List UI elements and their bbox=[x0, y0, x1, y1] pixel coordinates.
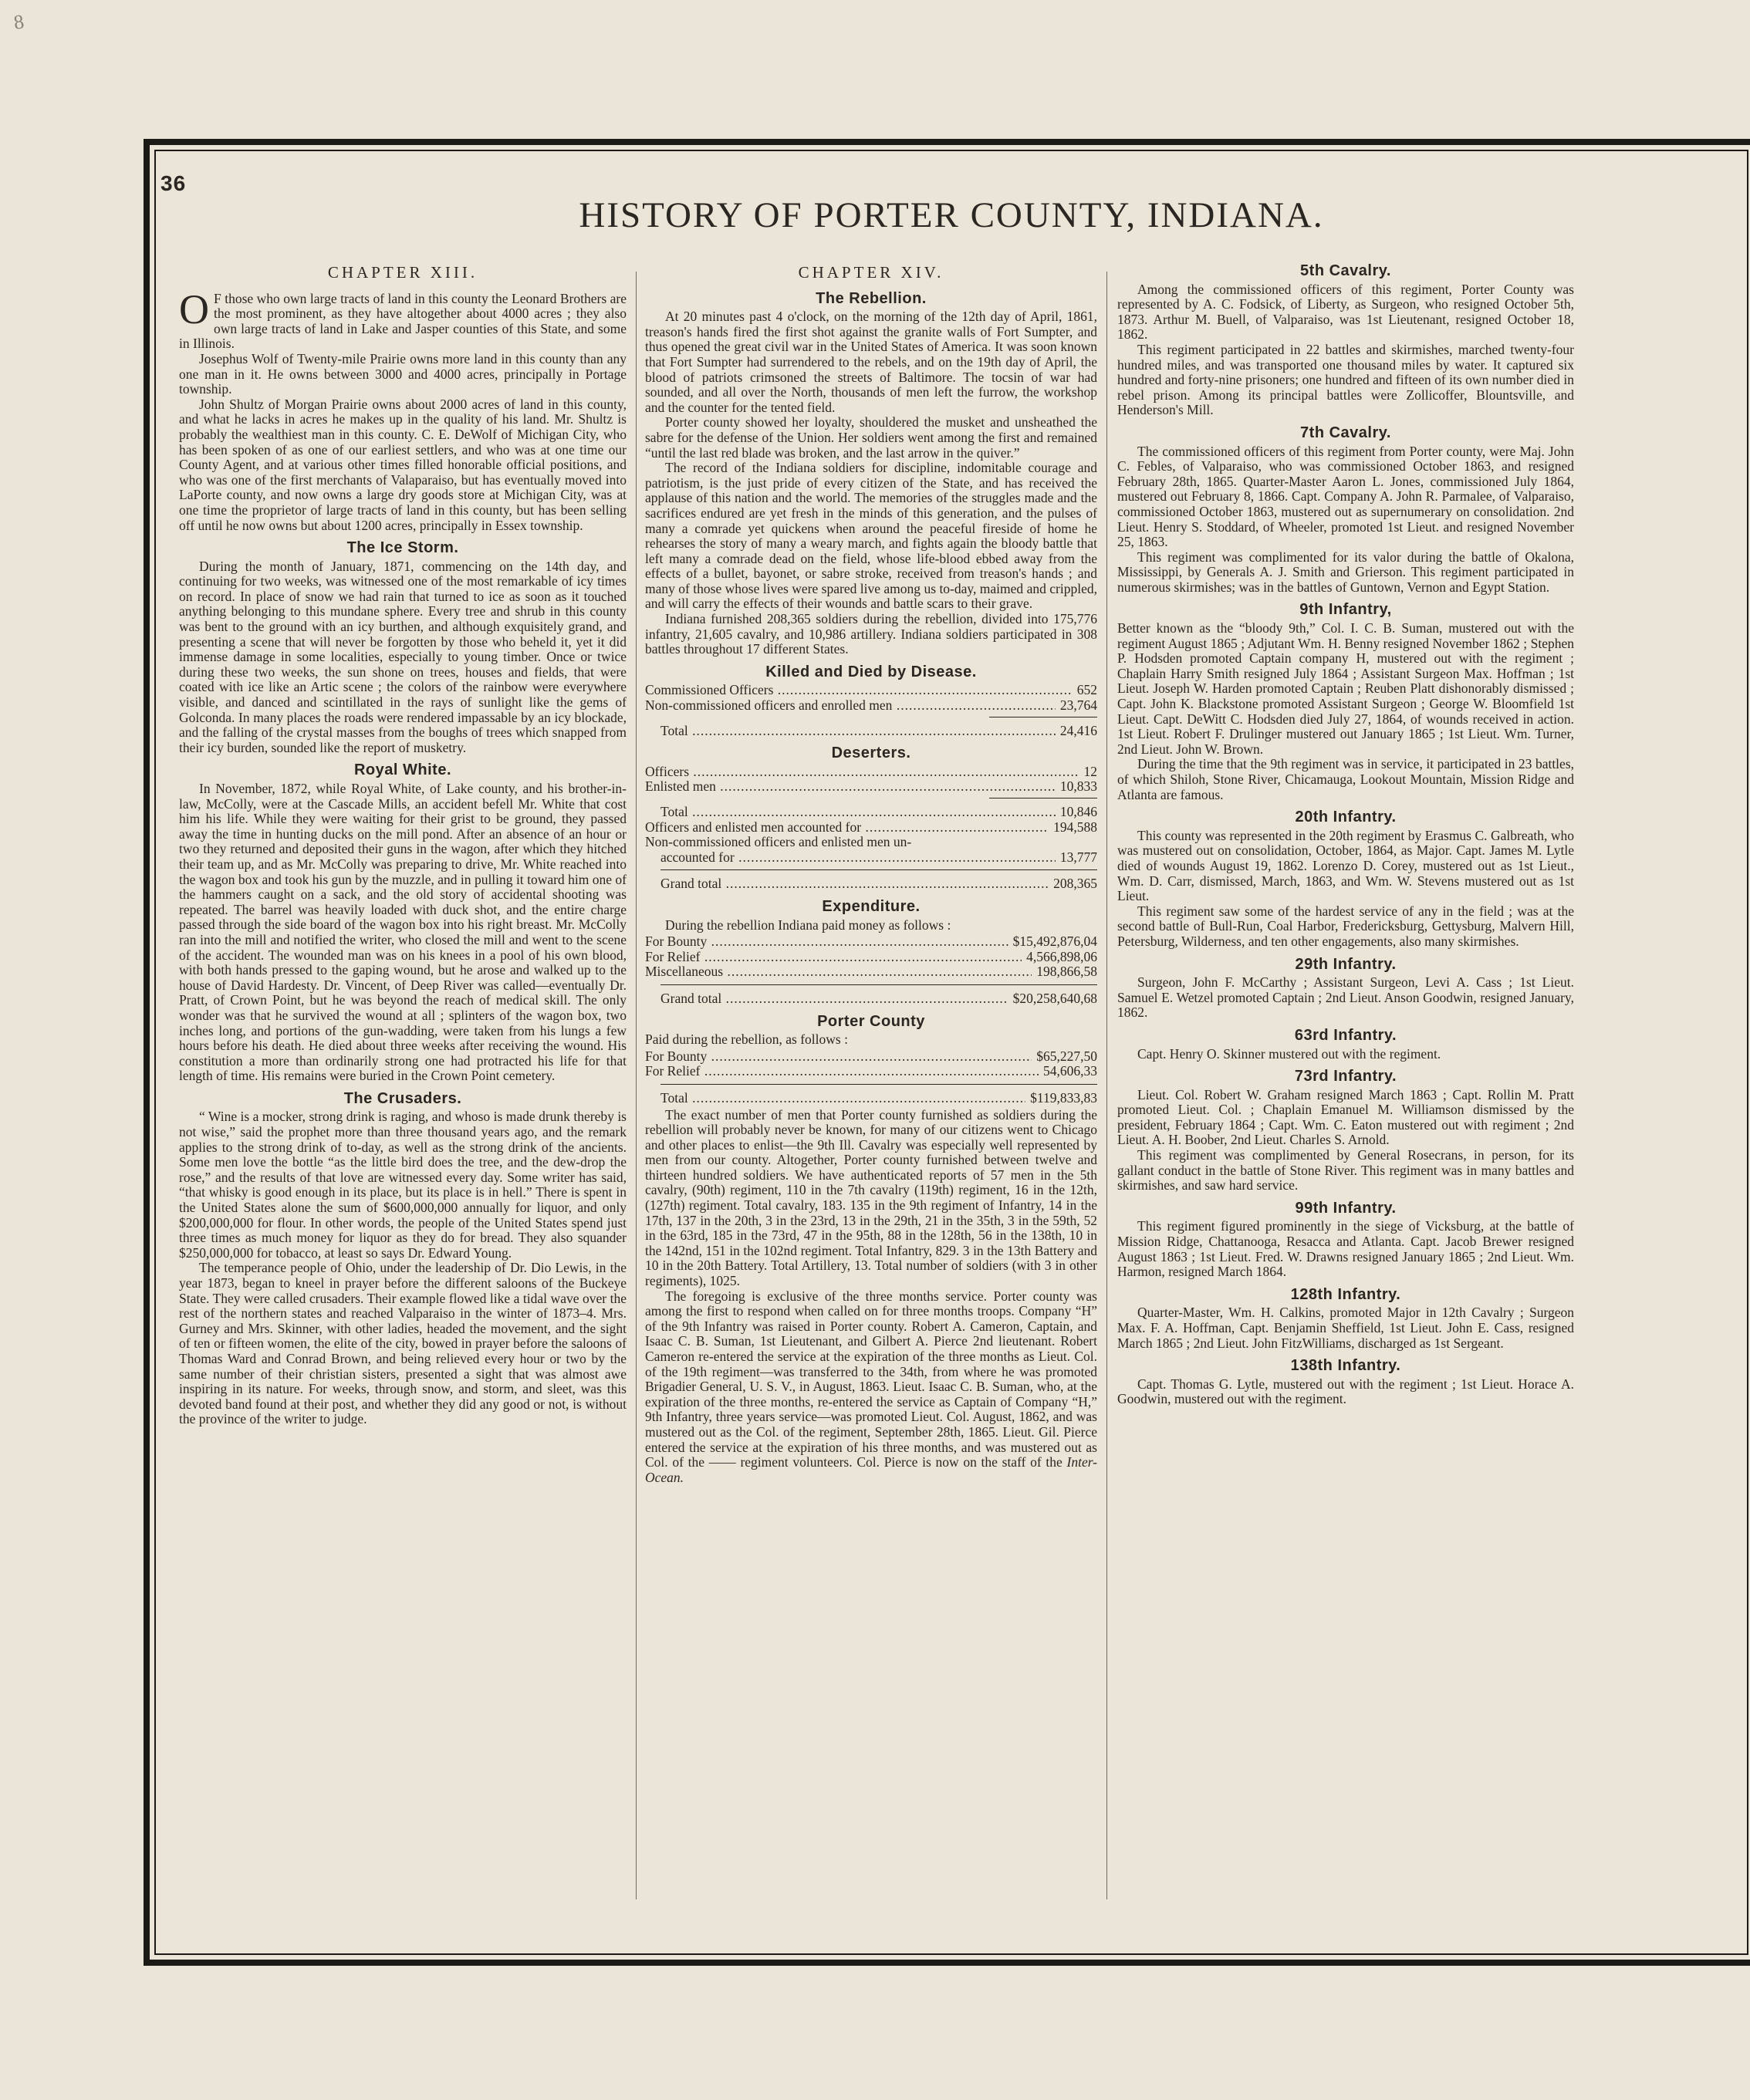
paragraph: John Shultz of Morgan Prairie owns about 2000 acres of land in this county, and what he lacks in acres he makes up in the quality of his land. Mr. Shultz is probably the wealthiest man in this county. C. E. DeWolf of Michigan City, who has been spoken of as one of our earliest settlers, and who was at one time our County Agent, and at various other times filled honorable official positions, and who was one of the first merchants of Valaparaiso, but has eventually moved into LaPorte county, and now owns a large dry goods store at Michigan City, was at one time the proprietor of large tracts of land in this county, but has been selling off until he now owns but about 1200 acres, principally in Essex township. bbox=[179, 396, 627, 533]
paragraph: Lieut. Col. Robert W. Graham resigned March 1863 ; Capt. Rollin M. Pratt promoted Lieut. Col. ; Chaplain Emanuel M. Williamson dismissed by the president, February 1864 ; Capt. Wm. C. Eaton mustered out with regiment ; 2nd Lieut. A. H. Boober, 2nd Lieut. Charles S. Arnold. bbox=[1117, 1086, 1574, 1148]
expenditure-table bbox=[645, 934, 1097, 1006]
page-number: 36 bbox=[160, 171, 187, 195]
table-row: Officers ..... 12 bbox=[645, 765, 1097, 780]
paragraph: At 20 minutes past 4 o'clock, on the morning of the 12th day of April, 1861, treason's hands fired the first shot against the granite walls of Fort Sumpter, and thus opened the great civil war in the United States of America. It was soon known that Fort Sumpter had surrendered to the rebels, and on the 19th day of April, the blood of patriots crimsoned the streets of Baltimore. The tocsin of war had sounded, and all over the North, thousands of men left the furrow, the workshop and the counter for the tented field. bbox=[645, 309, 1097, 415]
table-row: For Relief ..... 4,566,898,06 bbox=[645, 950, 1097, 965]
intro-paragraph bbox=[179, 285, 627, 352]
paragraph: The record of the Indiana soldiers for discipline, indomitable courage and patriotism, is the just pride of every citizen of the State, and has received the applause of this nation and the world. The memories of the struggles made and the sacrifices endured are yet fresh in the minds of this generation, and the pulses of many a comrade yet quickens when around the peaceful fireside of home he rehearses the story of many a weary march, and fights again the bloody battle that left many a comrade dead on the field, whose life-blood ebbed away from the effects of a bullet, bayonet, or sabre stroke, received from treason's hands ; and many of those whose lives were spared live among us to-day, maimed and crippled, and will carry the effects of their wounds and battle scars to their grave. bbox=[645, 460, 1097, 612]
section-heading-crusaders: The Crusaders. bbox=[343, 1089, 462, 1107]
table-row: Non-commissioned officers and enlisted men un- bbox=[645, 835, 912, 850]
paragraph: This regiment was complimented by General Rosecrans, in person, for its gallant conduct in the battle of Stone River. This regiment was in many battles and skirmishes, and saw hard service. bbox=[1117, 1147, 1574, 1193]
paragraph: In November, 1872, while Royal White, of Lake county, and his brother-in-law, McColly, were at the Cascade Mills, an accident befell Mr. White that cost him his life. While they were waiting for their grist to be ground, they passed away the time in hunting ducks on the mill pond. After an absence of an hour or two they returned and deposited their guns in the wagon, after which they hitched their team up, and as Mr. McColly was preparing to drive, Mr. White reached into the wagon box and took his gun by the muzzle, and in pulling it toward him one of the hammers caught on a sack, and the old story of accidental shooting was repeated. The barrel was heavily loaded with duck shot, and the entire charge passed through the side board of the wagon box into his right breast. Mr. McColly ran into the mill and notified the writer, who closed the mill and went to the scene of the accident. The wounded man was on his knees in a pool of his own blood, with both hands pressed to the gaping wound, but he arose and walked up to the house of David Hardesty. Dr. Vincent, of Deep River was called—eventually Dr. Pratt, of Crown Point, but he was beyond the reach of medical skill. The only wonder was that he survived the wound at all ; splinters of the wagon box, two inches long, and portions of the gun-wadding, were taken from his lungs a few hours before his death. He died about three weeks after receiving the wound. His constitution a more than ordinarily strong one had protracted his life for that length of time. His remains were buried in the Crown Point cemetery. bbox=[179, 781, 627, 1084]
column-divider-1 bbox=[636, 272, 637, 1899]
total-rule bbox=[660, 869, 1097, 870]
porter-table bbox=[645, 1049, 1097, 1106]
section-heading-porter-county: Porter County bbox=[817, 1012, 925, 1030]
newspaper-name: Inter-Ocean. bbox=[645, 1454, 1097, 1485]
paragraph: The commissioned officers of this regiment from Porter county, were Maj. John C. Febles, of Valparaiso, who was commissioned October 1863, and resigned February 28th, 1865. Quarter-Master Aaron L. Jones, commissioned July 1864, mustered out February 8, 1866. Capt. Company A. John R. Parmalee, of Valparaiso, commissioned October 1863, mustered out as supernumerary on consolidation. 2nd Lieut. Henry S. Stoddard, of Wheeler, promoted 1st Lieut. and resigned November 25, 1863. bbox=[1117, 443, 1574, 550]
paragraph: The foregoing is exclusive of the three months service. Porter county was among the first to respond when called on for three months troops. Company “H” of the 9th Infantry was raised in Porter county. Robert A. Cameron, Captain, and Isaac C. B. Suman, 1st Lieutenant, and Gilbert A. Pierce 2nd lieutenant. Robert Cameron re-entered the service at the expiration of the three months as Lieut. Col. of the 19th regiment—was transferred to the 34th, from where he was promoted Brigadier General, U. S. V., in August, 1863. Lieut. Isaac C. B. Suman, who, at the expiration of the three months, re-entered the service as Captain of Company “H,” 9th Infantry, three years service—was promoted Lieut. Col. August, 1862, and was mustered out as the Col. of the regiment, September 28th, 1865. Lieut. Gil. Pierce entered the service at the expiration of his three months, and was mustered out as Col. of the —— regiment volunteers. Col. Pierce is now on the staff of the Inter-Ocean. bbox=[645, 1288, 1097, 1485]
section-heading-expenditure: Expenditure. bbox=[822, 897, 921, 915]
killed-table bbox=[645, 683, 1097, 738]
section-heading-ice-storm: The Ice Storm. bbox=[346, 539, 459, 557]
page-title: HISTORY OF PORTER COUNTY, INDIANA. bbox=[579, 195, 1324, 235]
table-row: For Bounty ..... $65,227,50 bbox=[645, 1049, 1097, 1065]
section-heading-7th-cavalry: 7th Cavalry. bbox=[1300, 424, 1391, 441]
table-row: For Relief ..... 54,606,33 bbox=[645, 1064, 1097, 1079]
paragraph: This regiment was complimented for its valor during the battle of Okalona, Mississippi, by Generals A. J. Smith and Grierson. This regiment participated in numerous skirmishes; was in the battles of Guntown, Vernon and Egypt Station. bbox=[1117, 549, 1574, 595]
corner-pencil-mark: 8 bbox=[12, 10, 25, 34]
column-1 bbox=[179, 262, 627, 1936]
section-heading-royal-white: Royal White. bbox=[353, 761, 451, 779]
paragraph: During the rebellion Indiana paid money as follows : bbox=[665, 917, 951, 933]
paragraph: Josephus Wolf of Twenty-mile Prairie owns more land in this county than any one man in it. He owns between 3000 and 4000 acres, principally in Portage township. bbox=[179, 350, 627, 397]
paragraph: Capt. Thomas G. Lytle, mustered out with the regiment ; 1st Lieut. Horace A. Goodwin, mustered out with the regiment. bbox=[1117, 1376, 1574, 1407]
section-heading-9th-infantry: 9th Infantry, bbox=[1299, 601, 1392, 619]
section-heading-killed: Killed and Died by Disease. bbox=[765, 663, 977, 680]
section-heading-rebellion: The Rebellion. bbox=[816, 289, 927, 307]
column-divider-2 bbox=[1106, 272, 1107, 1899]
total-rule bbox=[660, 984, 1097, 985]
paragraph: Porter county showed her loyalty, shouldered the musket and unsheathed the sabre for the defense of the Union. Her soldiers went among the first and remained “until the last red blade was broken, and the last arrow in the quiver.” bbox=[645, 414, 1097, 461]
paragraph: This regiment figured prominently in the siege of Vicksburg, at the battle of Mission Ridge, Chattanooga, Resacca and Atlanta. Capt. Jacob Brewer resigned August 1863 ; 1st Lieut. Fred. W. Drawns resigned January 1865 ; 2nd Lieut. Wm. Harmon, resigned March 1864. bbox=[1117, 1218, 1574, 1280]
deserters-table bbox=[645, 765, 1097, 892]
section-heading-99th-infantry: 99th Infantry. bbox=[1295, 1199, 1397, 1217]
section-heading-73rd-infantry: 73rd Infantry. bbox=[1294, 1068, 1397, 1085]
table-row: accounted for ..... 13,777 bbox=[645, 850, 1097, 866]
section-heading-20th-infantry: 20th Infantry. bbox=[1295, 809, 1397, 826]
table-total-row: Grand total ..... $20,258,640,68 bbox=[645, 991, 1097, 1007]
drop-cap: O bbox=[179, 285, 209, 333]
table-total-row: Grand total ..... 208,365 bbox=[645, 876, 1097, 892]
section-heading-29th-infantry: 29th Infantry. bbox=[1295, 955, 1397, 973]
table-row: Miscellaneous ..... 198,866,58 bbox=[645, 964, 1097, 980]
paragraph: Among the commissioned officers of this regiment, Porter County was represented by A. C. Fodsick, of Liberty, as Surgeon, who resigned October 5th, 1873. Arthur M. Buell, of Valparaiso, was 1st Lieutenant, resigned October 18, 1862. bbox=[1117, 281, 1574, 343]
paragraph: “ Wine is a mocker, strong drink is raging, and whoso is made drunk thereby is not wise,” said the prophet more than three thousand years ago, and the remark applies to the strong drink of to-day, as well as the strong drink of the ancients. Some men love the bottle “as the little bird does the tree, and the dew-drop the rose,” and the results of that love are witnessed every day. Some writer has said, “that whisky is good enough in its place, but its place is in hell.” There is spent in the United States alone the sum of $600,000,000 annually for liquor, and only $200,000,000 for flour. In other words, the people of the United States spend just three times as much money for liquor as they do for bread. They also squander $250,000,000 for tobacco, at least so says Dr. Edward Young. bbox=[179, 1109, 627, 1261]
section-heading-5th-cavalry: 5th Cavalry. bbox=[1300, 262, 1391, 279]
paragraph: Surgeon, John F. McCarthy ; Assistant Surgeon, Levi A. Cass ; 1st Lieut. Samuel E. Wetzel promoted Captain ; 2nd Lieut. Anson Goodwin, resigned January, 1862. bbox=[1117, 974, 1574, 1021]
section-heading-138th-infantry: 138th Infantry. bbox=[1290, 1357, 1401, 1375]
chapter-heading: CHAPTER XIII. bbox=[327, 263, 478, 282]
section-heading-63rd-infantry: 63rd Infantry. bbox=[1294, 1026, 1397, 1044]
table-total-row: Total ..... 24,416 bbox=[645, 724, 1097, 739]
paragraph: This county was represented in the 20th regiment by Erasmus C. Galbreath, who was mustered out on consolidation, October, 1864, as Major. Capt. James M. Lytle died of wounds August 19, 1862. Lorenzo D. Corey, mustered out as 1st Lieut., Wm. D. Carr, dismissed, March, 1863, and Wm. W. Stevens mustered out as 1st Lieut. bbox=[1117, 827, 1574, 904]
table-row: Officers and enlisted men accounted for ..... 194,588 bbox=[645, 820, 1097, 836]
intro-text: F those who own large tracts of land in this county the Leonard Brothers are the most prominent, as they have altogether about 4000 acres ; they also own large tracts of land in Lake and Jasper counties of this State, and some in Illinois. bbox=[179, 290, 627, 352]
chapter-heading: CHAPTER XIV. bbox=[798, 263, 944, 282]
paragraph: Capt. Henry O. Skinner mustered out with the regiment. bbox=[1137, 1045, 1441, 1062]
paragraph: During the time that the 9th regiment was in service, it participated in 23 battles, of which Shiloh, Stone River, Chicamauga, Lookout Mountain, Mission Ridge and Atlanta are famous. bbox=[1117, 756, 1574, 802]
paragraph: Paid during the rebellion, as follows : bbox=[645, 1031, 848, 1048]
paragraph: Quarter-Master, Wm. H. Calkins, promoted Major in 12th Cavalry ; Surgeon Max. F. A. Hoffman, Capt. Benjamin Sheffield, 1st Lieut. John E. Cass, resigned March 1865 ; 2nd Lieut. John FitzWilliams, discharged as 1st Sergeant. bbox=[1117, 1305, 1574, 1351]
table-row: Commissioned Officers ..... 652 bbox=[645, 683, 1097, 698]
section-heading-128th-infantry: 128th Infantry. bbox=[1290, 1285, 1401, 1303]
paragraph: Indiana furnished 208,365 soldiers during the rebellion, divided into 175,776 infantry, 21,605 cavalry, and 10,986 artillery. Indiana soldiers participated in 308 battles throughout 17 different States. bbox=[645, 611, 1097, 657]
table-row: For Bounty ..... $15,492,876,04 bbox=[645, 934, 1097, 950]
section-heading-deserters: Deserters. bbox=[831, 744, 911, 762]
column-2 bbox=[645, 262, 1097, 1936]
total-rule bbox=[660, 1084, 1097, 1085]
table-row: Enlisted men ..... 10,833 bbox=[645, 779, 1097, 795]
paragraph: During the month of January, 1871, commencing on the 14th day, and continuing for two weeks, was witnessed one of the most remarkable of icy times on record. In place of snow we had rain that turned to ice as soon as it touched anything belonging to this mundane sphere. Every tree and shrub in this county was bent to the ground with an icy burthen, and although exquisitely grand, and presenting a scene that will never be forgotten by those who beheld it, yet it did immense damage in some localities, especially to young timber. Once or twice during these two weeks, the sun shone on trees, houses and fields, that were coated with ice like an Artic scene ; the colors of the rainbow were everywhere visible, and danced and scintillated in the rays of sunlight like the gems of Golconda. In many places the roads were rendered impassable by an icy blockade, and the falling of the crystal masses from the boughs of trees which snapped from their icy burden, sounded like the report of musketry. bbox=[179, 558, 627, 755]
paragraph: The exact number of men that Porter county furnished as soldiers during the rebellion will probably never be known, for many of our citizens went to Chicago and other places to enlist—the 9th Ill. Cavalry was especially well represented by men from our county. Altogether, Porter county furnished between twelve and thirteen hundred soldiers. We have authenticated reports of 57 men in the 5th cavalry, (90th) regiment, 110 in the 7th cavalry (119th) regiment, 16 in the 12th, (127th) regiment. Total cavalry, 183. 135 in the 9th regiment of Infantry, 14 in the 17th, 137 in the 20th, 3 in the 23rd, 13 in the 29th, 21 in the 35th, 3 in the 59th, 52 in the 63rd, 185 in the 73rd, 47 in the 95th, 88 in the 128th, 56 in the 138th, 10 in the 142nd, 151 in the 102nd regiment. Total Infantry, 829. 3 in the 13th Battery and 10 in the 20th Battery. Total Artillery, 13. Total number of soldiers (with 3 in other regiments), 1025. bbox=[645, 1106, 1097, 1289]
column-3 bbox=[1117, 262, 1574, 1936]
paragraph: This regiment participated in 22 battles and skirmishes, marched twenty-four hundred miles, and was transported one thousand miles by water. It captured six hundred and forty-nine prisoners; one hundred and fifteen of its own number died in rebel prison. Among its principal battles were Zollicoffer, Blountsville, and Henderson's Mill. bbox=[1117, 341, 1574, 418]
table-total-row: Total ..... 10,846 bbox=[645, 805, 1097, 820]
paragraph: The temperance people of Ohio, under the leadership of Dr. Dio Lewis, in the year 1873, began to kneel in prayer before the different saloons of the Buckeye State. They were called crusaders. Their example flowed like a tidal wave over the rest of the northern states and reached Valparaiso in the winter of 1873–4. Mrs. Gurney and Mrs. Skinner, with other ladies, headed the movement, and the sight of ten or fifteen women, the elite of the city, bowed in prayer before the saloons of Thomas Ward and Conrad Brown, and being relieved every hour or two by the same number of their christian sisters, presented a sight that was almost awe inspiring in its nature. For weeks, through snow, and storm, and sleet, was this devoted band found at their post, and whether they did any good or not, is without the province of the writer to judge. bbox=[179, 1260, 627, 1427]
table-total-row: Total ..... $119,833,83 bbox=[645, 1091, 1097, 1106]
table-row: Non-commissioned officers and enrolled men ..... 23,764 bbox=[645, 698, 1097, 714]
paragraph: Better known as the “bloody 9th,” Col. I. C. B. Suman, mustered out with the regiment August 1865 ; Adjutant Wm. H. Benny resigned November 1862 ; Stephen P. Hodsden promoted Captain company H, mustered out with the regiment ; Chaplain Harry Smith resigned July 1864 ; Assistant Surgeon Max. Hoffman ; 1st Lieut. Joseph W. Harden promoted Captain ; Reuben Platt dishonorably dismissed ; Capt. John K. Blackstone promoted Assistant Surgeon ; George W. Bloomfield 1st Lieut. Capt. DeWitt C. Hodsden died July 27, 1864, of wounds received in action. 1st Lieut. Robert F. Drulinger mustered out January 1865 ; 1st Lieut. Wm. Turner, 2nd Lieut. John W. Brown. bbox=[1117, 620, 1574, 757]
paragraph: This regiment saw some of the hardest service of any in the field ; was at the second battle of Bull-Run, Coal Harbor, Fredericksburg, Gettysburg, Malvern Hill, Petersburg, Wilderness, and ten other engagements, also many skirmishes. bbox=[1117, 903, 1574, 949]
